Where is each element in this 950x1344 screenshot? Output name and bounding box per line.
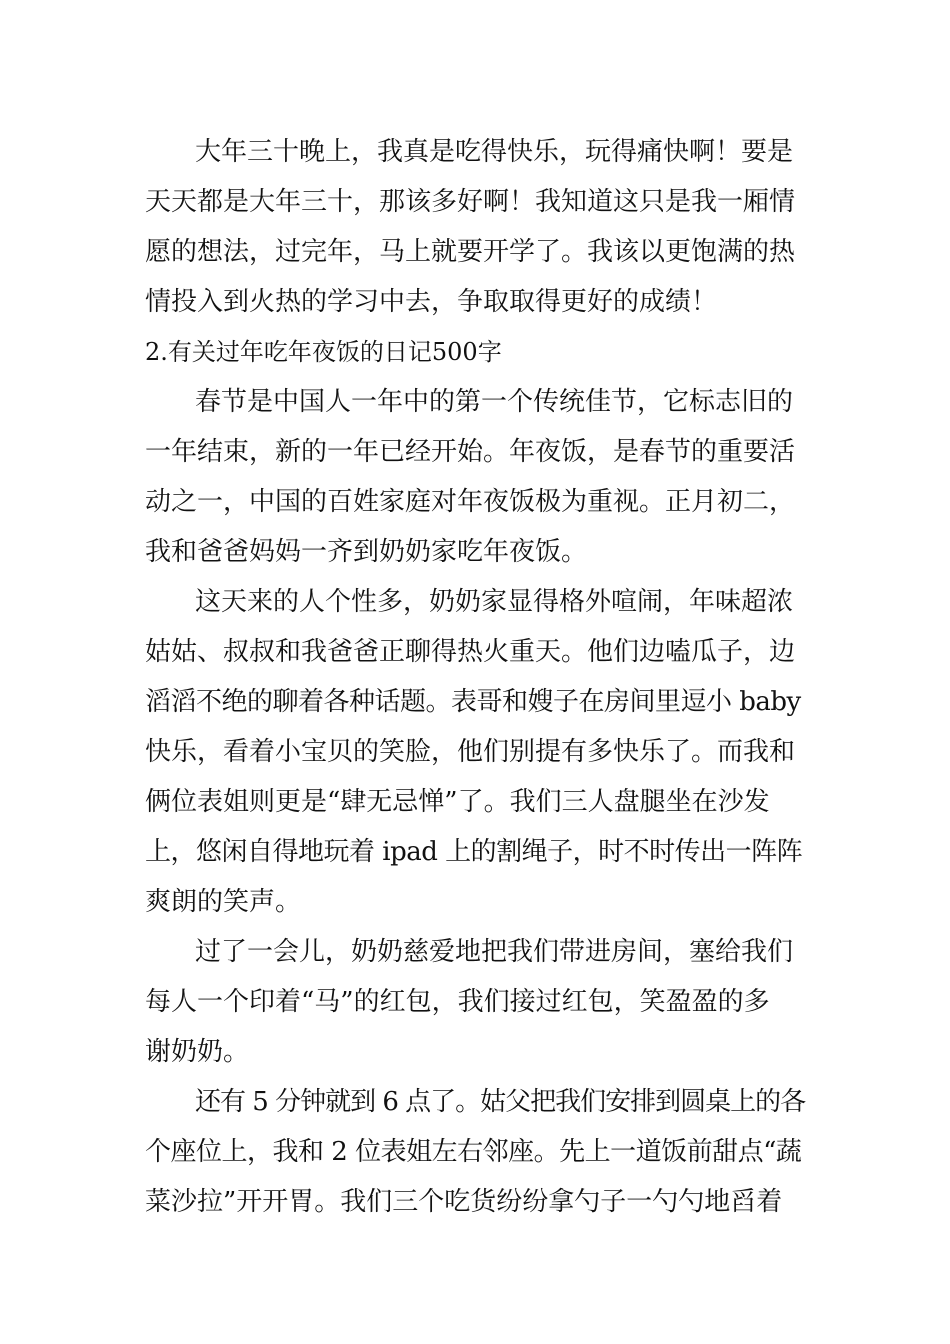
text-line: 还有 5 分钟就到 6 点了。姑父把我们安排到圆桌上的各 [195, 1087, 806, 1117]
text-line: 我和爸爸妈妈一齐到奶奶家吃年夜饭。 [145, 537, 588, 567]
document-body [145, 127, 807, 1227]
text-line: 情投入到火热的学习中去，争取取得更好的成绩！ [145, 287, 718, 317]
text-line: 春节是中国人一年中的第一个传统佳节，它标志旧的 [195, 387, 794, 417]
text-line: 滔滔不绝的聊着各种话题。表哥和嫂子在房间里逗小 baby [145, 687, 801, 717]
text-line: 这天来的人个性多，奶奶家显得格外喧闹，年味超浓 [195, 587, 794, 617]
text-line: 菜沙拉”开开胃。我们三个吃货纷纷拿勺子一勺勺地舀着 [145, 1187, 783, 1217]
section-heading: 2.有关过年吃年夜饭的日记500字 [145, 338, 502, 366]
text-line: 天天都是大年三十，那该多好啊！我知道这只是我一厢情 [145, 187, 796, 217]
text-line: 过了一会儿，奶奶慈爱地把我们带进房间，塞给我们 [195, 937, 794, 967]
text-line: 个座位上，我和 2 位表姐左右邻座。先上一道饭前甜点“蔬 [145, 1137, 802, 1167]
text-line: 上，悠闲自得地玩着 ipad 上的割绳子，时不时传出一阵阵 [145, 837, 803, 867]
text-line: 一年结束，新的一年已经开始。年夜饭，是春节的重要活 [145, 437, 796, 467]
text-line: 姑姑、叔叔和我爸爸正聊得热火重天。他们边嗑瓜子，边 [145, 637, 796, 667]
text-line: 爽朗的笑声。 [145, 887, 302, 917]
text-line: 愿的想法，过完年，马上就要开学了。我该以更饱满的热 [145, 237, 796, 267]
text-line: 大年三十晚上，我真是吃得快乐，玩得痛快啊！要是 [195, 137, 794, 167]
text-line: 快乐，看着小宝贝的笑脸，他们别提有多快乐了。而我和 [145, 737, 796, 767]
text-line: 每人一个印着“马”的红包，我们接过红包，笑盈盈的多 [145, 987, 770, 1017]
text-line: 动之一，中国的百姓家庭对年夜饭极为重视。正月初二， [145, 487, 796, 517]
text-line: 谢奶奶。 [145, 1037, 250, 1067]
text-line: 俩位表姐则更是“肆无忌惮”了。我们三人盘腿坐在沙发 [145, 787, 770, 817]
